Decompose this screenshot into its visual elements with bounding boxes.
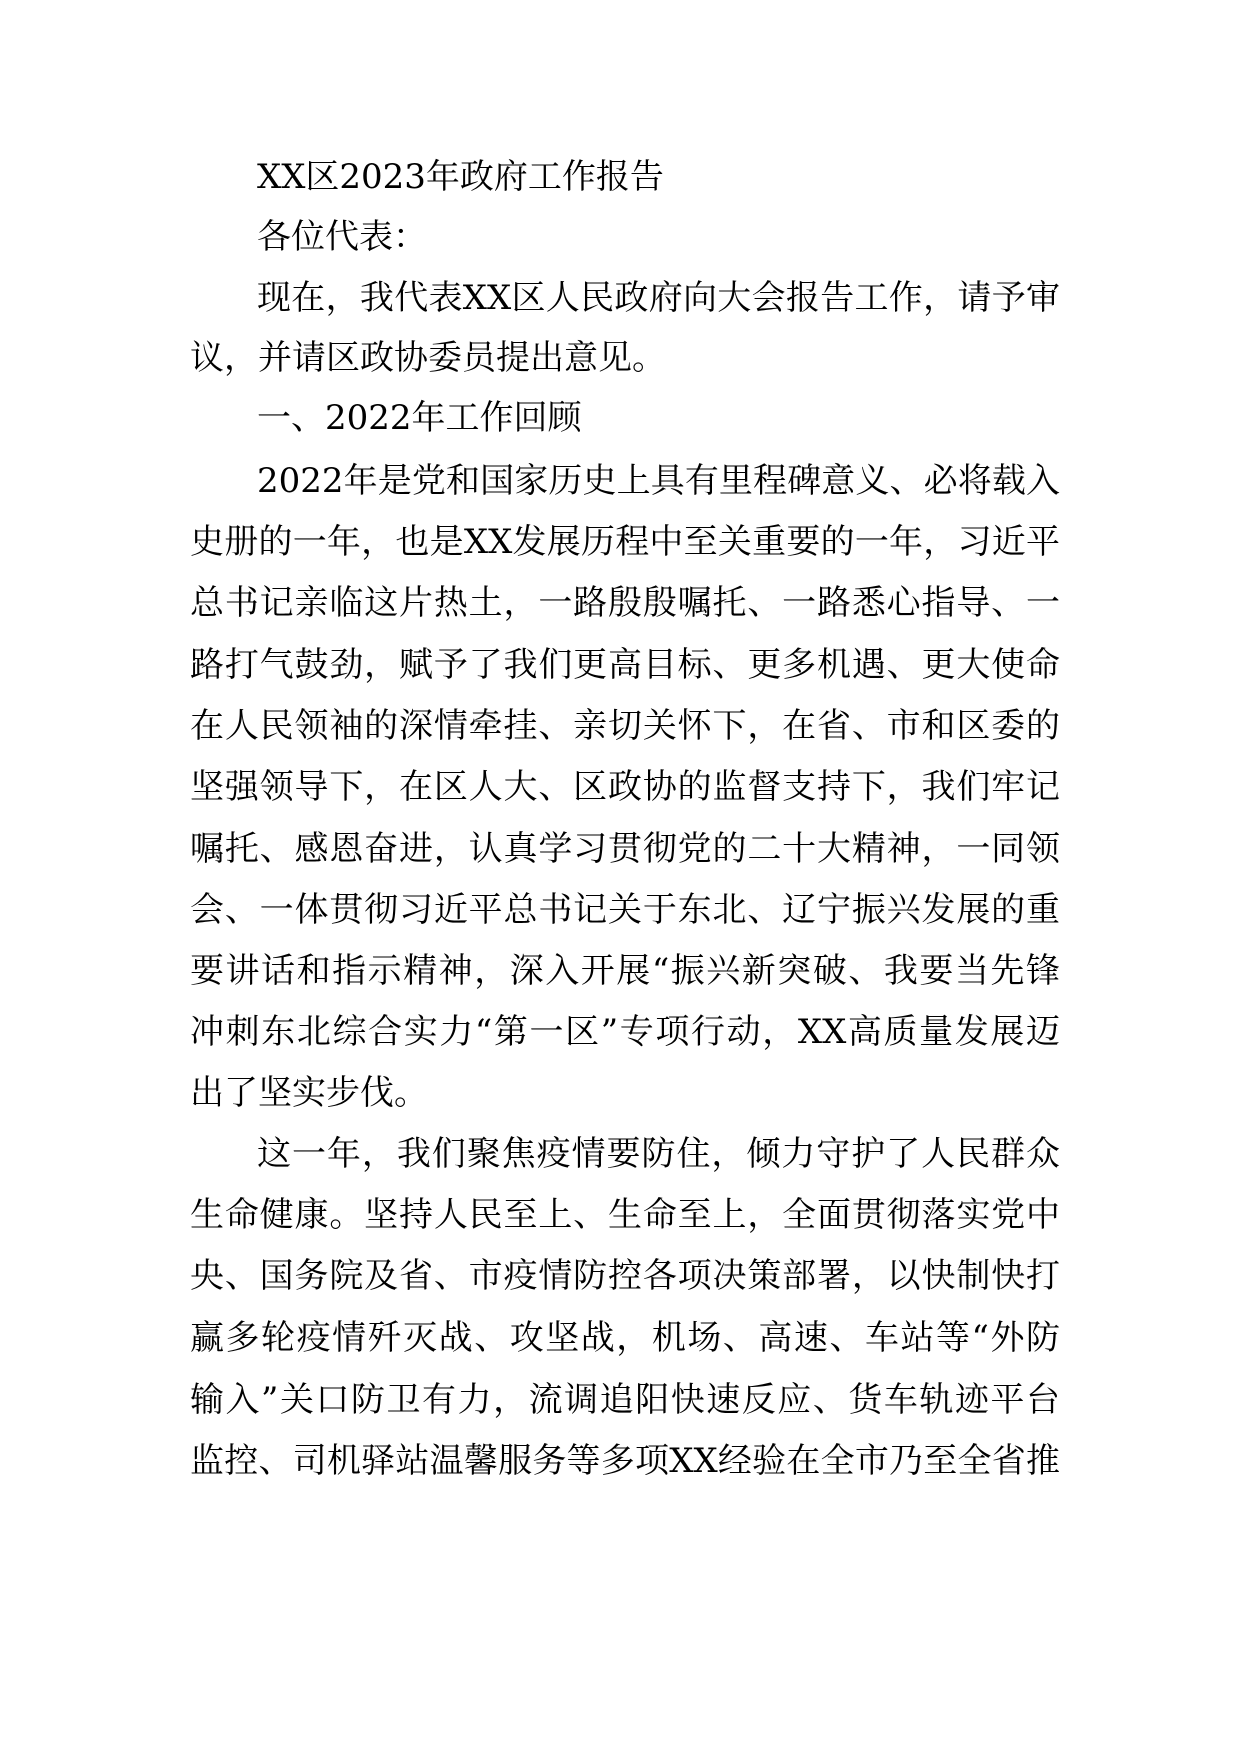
paragraph-line: 赢多轮疫情歼灭战、攻坚战，机场、高速、车站等“外防 [190, 1318, 1060, 1358]
salutation: 各位代表： [257, 217, 427, 257]
paragraph-line: 出了坚实步伐。 [190, 1073, 428, 1113]
paragraph-line: 生命健康。坚持人民至上、生命至上，全面贯彻落实党中 [190, 1195, 1060, 1235]
paragraph-line: 议，并请区政协委员提出意见。 [190, 338, 666, 378]
document-title: XX区2023年政府工作报告 [257, 157, 664, 197]
paragraph-line: 史册的一年，也是XX发展历程中至关重要的一年，习近平 [190, 522, 1060, 562]
paragraph-line: 在人民领袖的深情牵挂、亲切关怀下，在省、市和区委的 [190, 706, 1060, 746]
paragraph-line: 央、国务院及省、市疫情防控各项决策部署，以快制快打 [190, 1256, 1060, 1296]
paragraph-line: 坚强领导下，在区人大、区政协的监督支持下，我们牢记 [190, 767, 1060, 807]
paragraph-line: 监控、司机驿站温馨服务等多项XX经验在全市乃至全省推 [190, 1441, 1060, 1481]
paragraph-line: 现在，我代表XX区人民政府向大会报告工作，请予审 [257, 278, 1060, 318]
paragraph-line: 这一年，我们聚焦疫情要防住，倾力守护了人民群众 [257, 1134, 1060, 1174]
paragraph-line: 冲刺东北综合实力“第一区”专项行动，XX高质量发展迈 [190, 1012, 1060, 1052]
paragraph-line: 路打气鼓劲，赋予了我们更高目标、更多机遇、更大使命 [190, 645, 1060, 685]
section-heading: 一、2022年工作回顾 [257, 398, 582, 438]
paragraph-line: 会、一体贯彻习近平总书记关于东北、辽宁振兴发展的重 [190, 890, 1060, 930]
paragraph-line: 2022年是党和国家历史上具有里程碑意义、必将载入 [257, 461, 1060, 501]
paragraph-line: 总书记亲临这片热土，一路殷殷嘱托、一路悉心指导、一 [190, 583, 1060, 623]
paragraph-line: 嘱托、感恩奋进，认真学习贯彻党的二十大精神，一同领 [190, 829, 1060, 869]
paragraph-line: 要讲话和指示精神，深入开展“振兴新突破、我要当先锋 [190, 951, 1060, 991]
paragraph-line: 输入”关口防卫有力，流调追阳快速反应、货车轨迹平台 [190, 1380, 1060, 1420]
